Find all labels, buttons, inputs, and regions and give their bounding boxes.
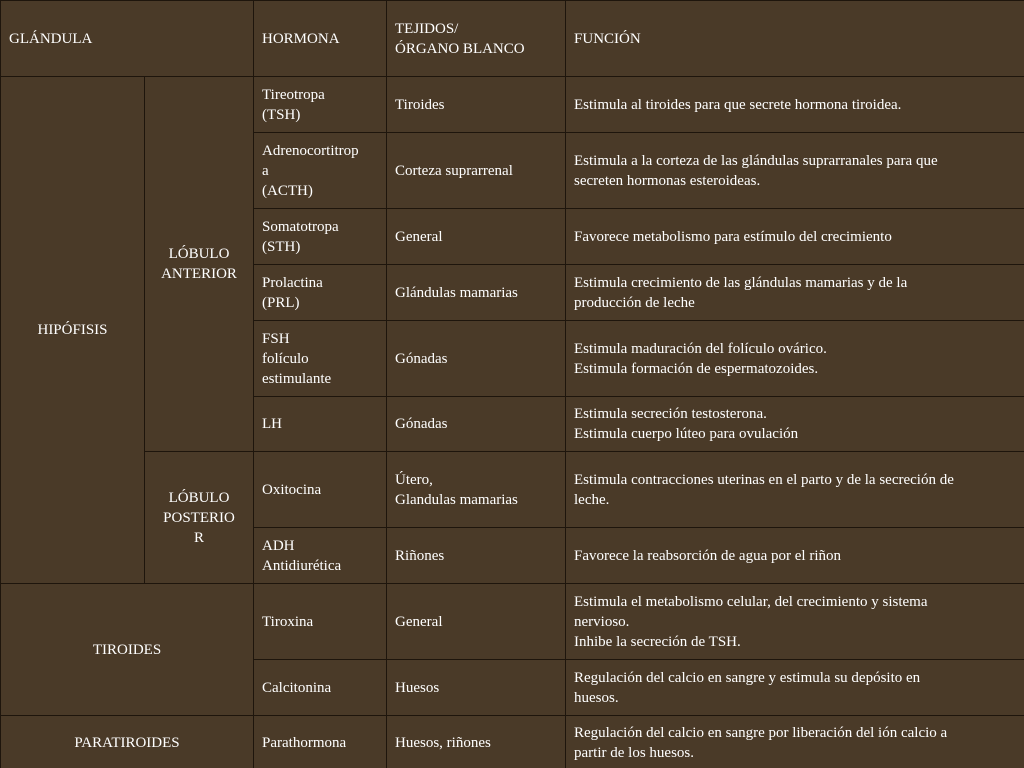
cell-hormona: FSH folículo estimulante <box>254 321 387 397</box>
cell-hormona: Parathormona <box>254 716 387 768</box>
group-paratiroides: PARATIROIDES <box>1 716 254 768</box>
cell-funcion: Estimula secreción testosterona. Estimula cuerpo lúteo para ovulación <box>566 397 1024 452</box>
header-funcion: FUNCIÓN <box>566 1 1024 77</box>
cell-funcion: Regulación del calcio en sangre y estimula su depósito en huesos. <box>566 660 1024 716</box>
group-tiroides: TIROIDES <box>1 584 254 716</box>
cell-hormona: Somatotropa (STH) <box>254 209 387 265</box>
cell-hormona: Tireotropa (TSH) <box>254 77 387 133</box>
cell-tejido: Corteza suprarrenal <box>387 133 566 209</box>
cell-funcion: Favorece metabolismo para estímulo del crecimiento <box>566 209 1024 265</box>
cell-funcion: Estimula contracciones uterinas en el parto y de la secreción de leche. <box>566 452 1024 528</box>
cell-tejido: Tiroides <box>387 77 566 133</box>
cell-tejido: Gónadas <box>387 397 566 452</box>
cell-tejido: Útero, Glandulas mamarias <box>387 452 566 528</box>
cell-tejido: Huesos, riñones <box>387 716 566 768</box>
table-row <box>1 716 1024 768</box>
cell-funcion: Favorece la reabsorción de agua por el riñon <box>566 528 1024 584</box>
cell-tejido: General <box>387 209 566 265</box>
table-row <box>1 77 1024 133</box>
header-tejidos: TEJIDOS/ ÓRGANO BLANCO <box>387 1 566 77</box>
cell-tejido: Huesos <box>387 660 566 716</box>
cell-tejido: Riñones <box>387 528 566 584</box>
cell-hormona: Tiroxina <box>254 584 387 660</box>
header-row <box>1 1 1024 77</box>
group-lobulo-anterior: LÓBULO ANTERIOR <box>145 77 254 452</box>
table-row <box>1 452 1024 528</box>
cell-funcion: Estimula a la corteza de las glándulas suprarranales para que secreten hormonas esteroideas. <box>566 133 1024 209</box>
cell-hormona: Calcitonina <box>254 660 387 716</box>
cell-funcion: Estimula maduración del folículo ovárico. Estimula formación de espermatozoides. <box>566 321 1024 397</box>
cell-hormona: LH <box>254 397 387 452</box>
cell-hormona: Prolactina (PRL) <box>254 265 387 321</box>
cell-tejido: Glándulas mamarias <box>387 265 566 321</box>
cell-funcion: Regulación del calcio en sangre por liberación del ión calcio a partir de los huesos. <box>566 716 1024 768</box>
cell-funcion: Estimula al tiroides para que secrete hormona tiroidea. <box>566 77 1024 133</box>
header-hormona: HORMONA <box>254 1 387 77</box>
group-hipofisis: HIPÓFISIS <box>1 77 145 584</box>
cell-funcion: Estimula el metabolismo celular, del crecimiento y sistema nervioso. Inhibe la secreción de TSH. <box>566 584 1024 660</box>
cell-tejido: Gónadas <box>387 321 566 397</box>
cell-hormona: Adrenocortitrop a (ACTH) <box>254 133 387 209</box>
cell-funcion: Estimula crecimiento de las glándulas mamarias y de la producción de leche <box>566 265 1024 321</box>
cell-hormona: ADH Antidiurética <box>254 528 387 584</box>
header-glandula: GLÁNDULA <box>1 1 254 77</box>
group-lobulo-posterior: LÓBULO POSTERIO R <box>145 452 254 584</box>
table-row <box>1 584 1024 660</box>
cell-hormona: Oxitocina <box>254 452 387 528</box>
cell-tejido: General <box>387 584 566 660</box>
